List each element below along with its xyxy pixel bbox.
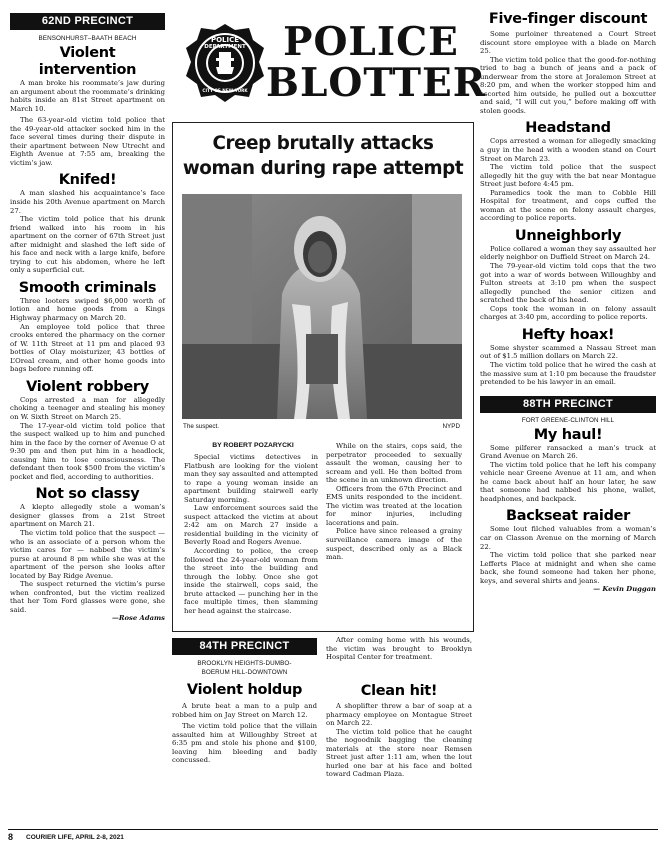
section-84th-precinct: 84TH PRECINCT [172, 638, 317, 655]
story-hefty-hoax [480, 327, 656, 387]
paragraph: The victim told police that he wired the cash at the massive sum at 1:10 pm because the fraudster pretended to be his lawyer in an email. [480, 360, 656, 387]
paragraph: An employee told police that three crooks entered the pharmacy on the corner of W. 11th Street at 11 pm and placed 93 bottles of Olay moisturizer, 43 bottles of L’Oreal cream, and other home goods into bags before running off. [10, 322, 165, 374]
paragraph: Three looters swiped $6,000 worth of lotion and home goods from a Kings Highway pharmacy on March 20. [10, 296, 165, 323]
story-knifed [10, 172, 165, 274]
paragraph: Cops arrested a man for allegedly choking a teenager and stealing his money on W. Sixth Street on March 25. [10, 395, 165, 421]
story-body [326, 702, 472, 779]
paragraph: According to police, the creep followed the 24-year-old woman from the street into the building and through the lobby. Once she got inside the stairwell, cops said, the brute attacked — punching her in the face multiple times, then slamming her head against the staircase. [184, 547, 318, 615]
badge-top-text: POLICE [210, 36, 240, 44]
section-88th-precinct: 88TH PRECINCT [480, 396, 656, 413]
paragraph: The victim told police that the suspect allegedly hit the guy with the bat near Montague Street just before 4:45 pm. [480, 163, 656, 189]
paragraph: A brute beat a man to a pulp and robbed him on Jay Street on March 12. [172, 702, 317, 719]
paragraph: Cops arrested a woman for allegedly smacking a guy in the head with a wooden stand on Court Street on March 23. [480, 137, 656, 163]
headline: Backseat raider [505, 508, 631, 525]
badge-bottom-text: CITY OF NEW YORK [202, 88, 248, 93]
headline: My haul! [533, 426, 603, 443]
byline-signature: — Kevin Duggan [593, 585, 656, 594]
paragraph: The victim told police that he left his company vehicle near Greene Avenue at 11 am, and when he came back about half an hour later, he saw that someone had nabbed his phone, wallet, headphones, and backpack. [480, 460, 656, 503]
headline-violent-holdup: Violent holdup [186, 682, 303, 698]
suspect-photo [182, 194, 462, 419]
paragraph: A man slashed his acquaintance’s face inside his 20th Avenue apartment on March 27. [10, 189, 165, 215]
paragraph: Some lout filched valuables from a woman’s car on Classon Avenue on the morning of March 22. [480, 525, 656, 551]
masthead-title-line2: BLOTTER [266, 60, 487, 106]
story-violent-intervention [10, 45, 165, 167]
left-column [10, 0, 165, 623]
paragraph: The victim told police that the villain assaulted him at Willoughby Street at 6:35 pm and stole his phone and $100, leaving him bleeding and badly concussed. [172, 722, 317, 765]
story-backseat-raider [480, 508, 656, 594]
story-body [480, 344, 656, 387]
headline: Smooth criminals [18, 279, 157, 296]
paragraph: The victim told police that she parked near Lefferts Place at midnight and when she came back, she found someone had taken her phone, keys, and several shirts and jeans. [480, 551, 656, 585]
story-body [480, 137, 656, 222]
story-my-haul [480, 427, 656, 504]
paragraph: The victim told police that the suspect — who is an associate of a person whom the victim cares for — nabbed the victim’s purse at around 8 pm while she was at the apartment of the person she looks after located by Bay Ridge Avenue. [10, 528, 165, 580]
story-unneighborly [480, 228, 656, 322]
story-not-so-classy [10, 486, 165, 623]
feature-headline-1: Creep brutally attacks [212, 133, 434, 154]
neighborhood-label: BROOKLYN HEIGHTS-DUMBO- [197, 660, 292, 667]
paragraph: The 63-year-old victim told police that the 49-year-old attacker socked him in the face several times during their dispute in their apartment between New Utrecht and Eighth Avenue at 7:55 am, breaking the victim’s jaw. [10, 116, 165, 167]
paragraph: A shoplifter threw a bar of soap at a pharmacy employee on Montague Street on March 22. [326, 702, 472, 728]
headline: Knifed! [58, 172, 117, 189]
feature-byline: BY ROBERT POZARYCKI [212, 442, 294, 449]
headline: Violent robbery [26, 378, 149, 395]
paragraph: Cops took the woman in on felony assault charges at 3:40 pm, according to police reports. [480, 304, 656, 322]
story-body [480, 525, 656, 585]
story-body [480, 30, 656, 115]
story-body [10, 189, 165, 274]
paragraph: The 79-year-old victim told cops that the two got into a war of words between Willoughby and Fulton streets at 3:10 pm when the suspect allegedly punched the senior citizen and scratched the back of his head. [480, 262, 656, 305]
paragraph: The victim told police that he caught the nogoodnik bagging the cleaning materials at the store near Remsen Street just after 1:11 am, when the lout hurled one bar at his face and bolted toward Cadman Plaza. [326, 727, 472, 779]
story-body [10, 297, 165, 374]
paragraph: The victim told police that his drunk friend walked into his room in his apartment on the corner of 67th Street just after midnight and slashed the left side of his face and neck with a large knife, before trying to cut his abdomen, where he left only a superficial cut. [10, 215, 165, 275]
badge-mid-text: DEPARTMENT [204, 44, 246, 50]
paragraph: A klepto allegedly stole a woman’s designer glasses from a 21st Street apartment on March 21. [10, 503, 165, 529]
headline: Hefty hoax! [521, 326, 615, 343]
headline: Not so classy [35, 486, 140, 503]
masthead-title-line1: POLICE [283, 19, 459, 65]
story-body [172, 702, 317, 765]
story-body [10, 503, 165, 614]
paragraph: Some purloiner threatened a Court Street discount store employee with a blade on March 25. [480, 30, 656, 56]
paragraph: The 17-year-old victim told police that the suspect walked up to him and punched him in the face by the corner of Avenue O at 9:30 pm and then put him in a headlock, causing him to lose consciousness. The defendant then took $500 from the victim’s pocket and fled, according to authorities. [10, 421, 165, 481]
neighborhood-label: FORT GREENE-CLINTON HILL [521, 416, 615, 424]
paragraph: Police collared a woman they say assaulted her elderly neighbor on Duffield Street on March 24. [480, 244, 656, 262]
paragraph: A man broke his roommate’s jaw during an argument about the roommate’s drinking habits inside an 81st Street apartment on March 10. [10, 79, 165, 113]
story-body [480, 444, 656, 504]
paragraph: Some pilferer ransacked a man’s truck at Grand Avenue on March 26. [480, 443, 656, 461]
section-62nd-precinct: 62ND PRECINCT [10, 13, 165, 30]
paragraph: While on the stairs, cops said, the perpetrator proceeded to sexually assault the woman, causing her to scream and yell. He then bolted from the scene in an unknown direction. [326, 442, 462, 485]
story-headstand [480, 120, 656, 222]
story-body-continued [326, 636, 472, 662]
paragraph: The suspect returned the victim’s purse when confronted, but the victim realized that her Tom Ford glasses were gone, she said. [10, 580, 165, 614]
right-column [480, 0, 656, 594]
story-body [480, 245, 656, 322]
paragraph: Law enforcement sources said the suspect attacked the victim at about 2:42 am on March 27 inside a residential building in the vicinity of Beverly Road and Rogers Avenue. [184, 504, 318, 547]
story-violent-robbery [10, 379, 165, 481]
story-five-finger-discount [480, 11, 656, 115]
masthead [172, 12, 487, 112]
paragraph: Paramedics took the man to Cobble Hill Hospital for treatment, and cops cuffed the woman at the scene on felony assault charges, according to police reports. [480, 188, 656, 223]
feature-headline-2: woman during rape attempt [182, 158, 464, 179]
photo-credit: NYPD [442, 423, 460, 430]
paragraph: Officers from the 67th Precinct and EMS units responded to the incident. The victim was treated at the location for minor injuries, including lacerations and pain. [326, 484, 462, 527]
feature-body-col2 [326, 442, 462, 562]
story-body [10, 396, 165, 481]
paragraph: Some shyster scammed a Nassau Street man out of $1.5 million dollars on March 22. [480, 343, 656, 361]
headline: Headstand [525, 120, 611, 137]
neighborhood-label: BOERUM HILL-DOWNTOWN [201, 669, 288, 676]
publication-line: COURIER LIFE, APRIL 2-8, 2021 [26, 834, 124, 841]
paragraph: Police have since released a grainy surveillance camera image of the suspect, described only as a Black man. [326, 527, 462, 562]
page-number: 8 [8, 832, 14, 842]
photo-caption: The suspect. [183, 423, 220, 430]
paragraph: Special victims detectives in Flatbush are looking for the violent man they say assaulted and attempted to rape a young woman inside an apartment building stairwell early Saturday morning. [184, 453, 318, 504]
headline: Unneighborly [514, 227, 622, 244]
headline: Five-finger discount [488, 11, 648, 27]
paragraph: After coming home with his wounds, the victim was brought to Brooklyn Hospital Center for treatment. [326, 636, 472, 662]
story-smooth-criminals [10, 280, 165, 374]
footer-rule [8, 829, 658, 830]
feature-body-col1 [184, 453, 318, 615]
headline-clean-hit: Clean hit! [360, 683, 438, 699]
neighborhood-label: BENSONHURST–BAATH BEACH [38, 35, 137, 42]
headline: Violent intervention [38, 45, 137, 78]
byline-signature: —Rose Adams [112, 614, 165, 623]
paragraph: The victim told police that the good-for-nothing tried to bag a bunch of jeans and a pack of underwear from the store at Joralemon Street at 8:20 pm, and when the worker stopped him and escorted him outside, he pulled out a boxcutter and said, “I will cut you,” before making off with stolen goods. [480, 55, 656, 115]
story-body [10, 79, 165, 167]
